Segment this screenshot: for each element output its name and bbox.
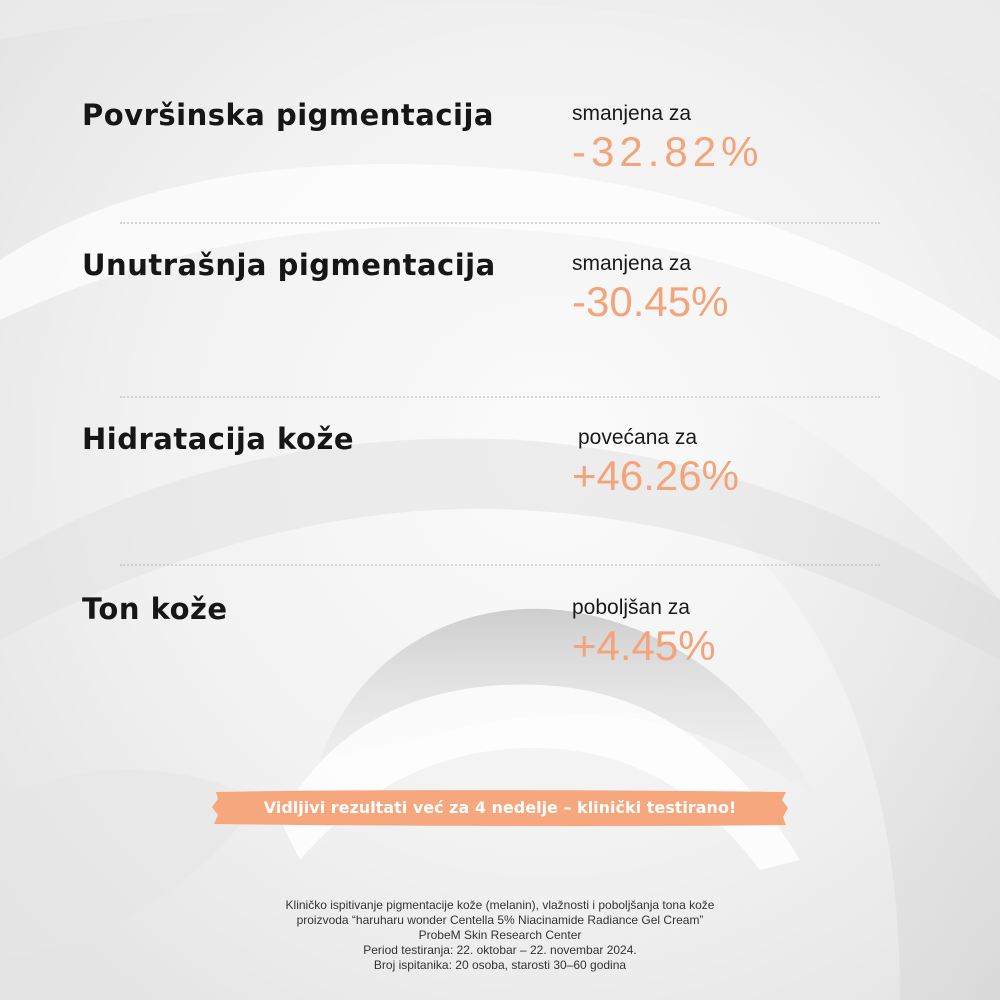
divider <box>120 222 880 224</box>
metric-label: poboljšan za <box>572 596 690 619</box>
metric-value: +4.45% <box>572 622 716 669</box>
metric-surface-pigmentation <box>0 98 1000 248</box>
study-footnote <box>200 898 800 973</box>
metric-value: -32.82% <box>572 128 764 175</box>
footnote-line: ProbeM Skin Research Center <box>418 928 582 942</box>
metric-title: Hidratacija kože <box>82 422 354 456</box>
metric-inner-pigmentation <box>0 248 1000 398</box>
metric-title: Unutrašnja pigmentacija <box>82 248 496 282</box>
metric-label: smanjena za <box>572 102 692 125</box>
metric-value: -30.45% <box>572 278 729 325</box>
metric-skin-hydration <box>0 422 1000 572</box>
metric-skin-tone <box>0 592 1000 742</box>
divider <box>120 564 880 566</box>
results-banner <box>210 788 790 828</box>
metric-label: smanjena za <box>572 252 692 275</box>
footnote-line: Period testiranja: 22. oktobar – 22. novembar 2024. <box>363 943 637 957</box>
banner-text: Vidljivi rezultati već za 4 nedelje – klinički testirano! <box>263 798 737 817</box>
metric-label: povećana za <box>578 426 698 449</box>
metric-value: +46.26% <box>572 452 739 499</box>
footnote-line: Broj ispitanika: 20 osoba, starosti 30–60 godina <box>373 958 627 972</box>
metric-title: Ton kože <box>82 592 228 626</box>
divider <box>120 396 880 398</box>
metric-title: Površinska pigmentacija <box>82 98 495 132</box>
footnote-line: Kliničko ispitivanje pigmentacije kože (melanin), vlažnosti i poboljšanja tona kože <box>285 898 715 912</box>
footnote-line: proizvoda “haruharu wonder Centella 5% Niacinamide Radiance Gel Cream” <box>296 913 704 927</box>
